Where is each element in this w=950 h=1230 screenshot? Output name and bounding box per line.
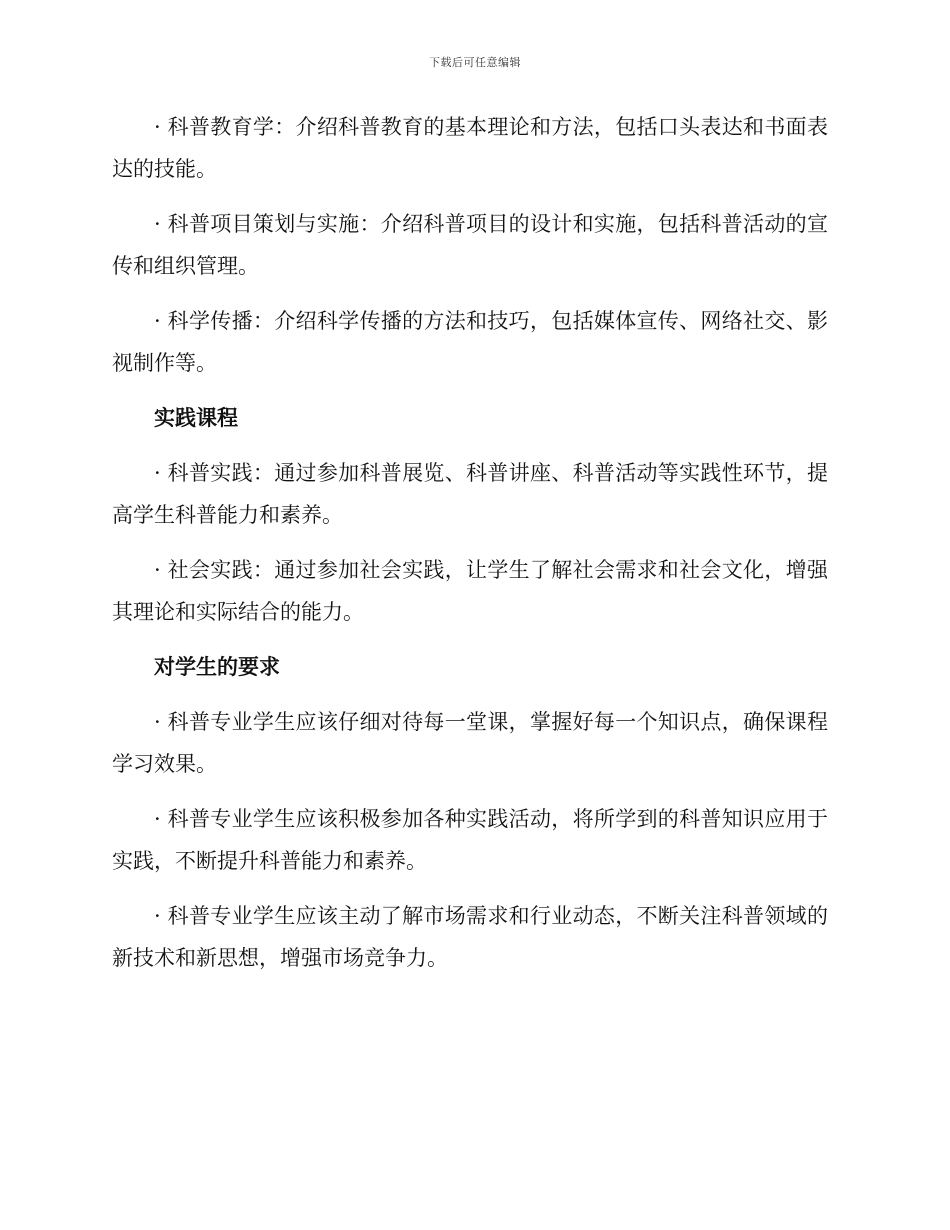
heading-student-requirements: 对学生的要求 <box>154 655 280 679</box>
paragraph-science-communication: · 科学传播：介绍科学传播的方法和技巧，包括媒体宣传、网络社交、影视制作等。 <box>112 309 828 375</box>
paragraph-requirement-2: · 科普专业学生应该积极参加各种实践活动，将所学到的科普知识应用于实践，不断提升科普能力和素养。 <box>112 807 828 873</box>
paragraph-requirement-3: · 科普专业学生应该主动了解市场需求和行业动态，不断关注科普领域的新技术和新思想，增强市场竞争力。 <box>112 904 828 970</box>
paragraph-science-education: · 科普教育学：介绍科普教育的基本理论和方法，包括口头表达和书面表达的技能。 <box>112 115 828 181</box>
paragraph-requirement-1: · 科普专业学生应该仔细对待每一堂课，掌握好每一个知识点，确保课程学习效果。 <box>112 710 828 776</box>
heading-practice-courses: 实践课程 <box>154 406 238 430</box>
paragraph-social-practice: · 社会实践：通过参加社会实践，让学生了解社会需求和社会文化，增强其理论和实际结合的能力。 <box>112 558 828 624</box>
document-body <box>112 106 828 992</box>
page-header-note: 下载后可任意编辑 <box>429 56 521 69</box>
paragraph-science-practice: · 科普实践：通过参加科普展览、科普讲座、科普活动等实践性环节，提高学生科普能力和素养。 <box>112 461 828 527</box>
paragraph-project-planning: · 科普项目策划与实施：介绍科普项目的设计和实施，包括科普活动的宣传和组织管理。 <box>112 212 828 278</box>
